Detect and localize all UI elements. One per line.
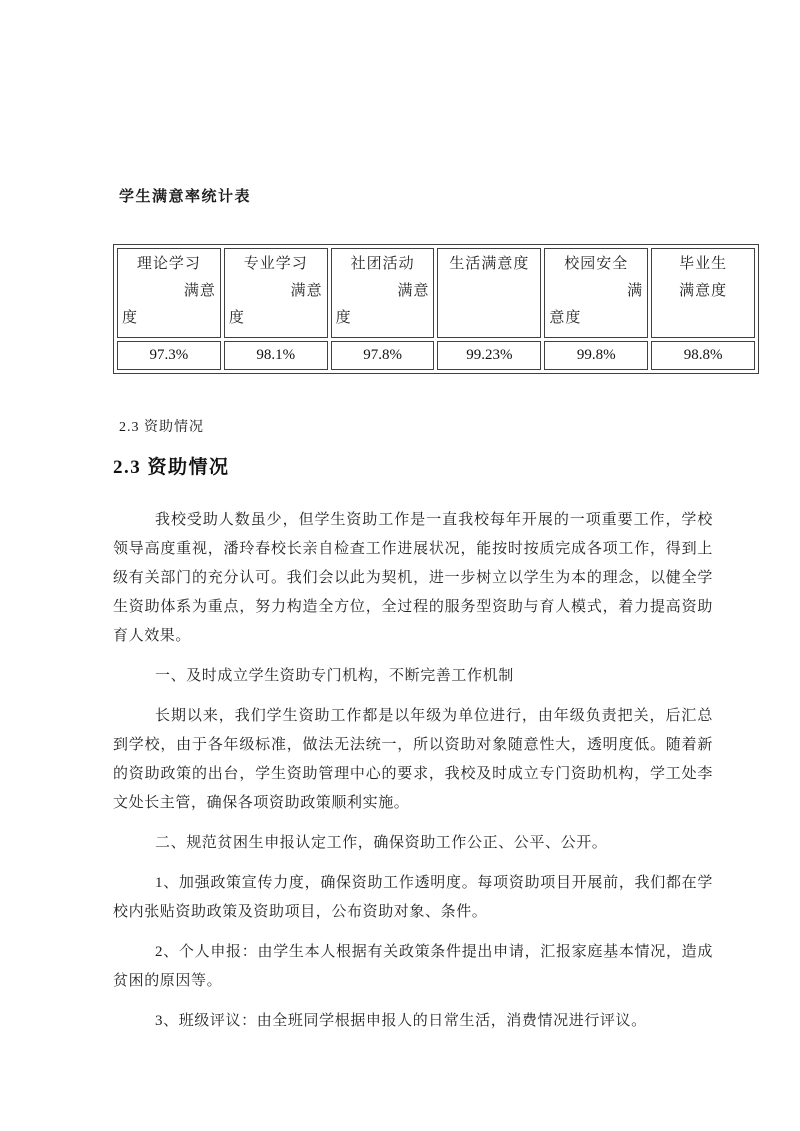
header-line-3: 度 (228, 310, 245, 326)
section-heading: 2.3 资助情况 (113, 457, 230, 478)
paragraph-item-2: 2、个人申报：由学生本人根据有关政策条件提出申请，汇报家庭基本情况，造成贫困的原因等。 (113, 944, 713, 989)
header-line-3: 度 (122, 310, 139, 326)
table-value-cell: 98.8% (651, 341, 755, 370)
table-value-cell: 99.23% (437, 341, 541, 370)
paragraph-point-one: 一、及时成立学生资助专门机构，不断完善工作机制 (155, 668, 514, 684)
header-line-3: 度 (335, 310, 352, 326)
header-line-1: 校园安全 (564, 256, 629, 272)
header-line-1: 理论学习 (136, 256, 201, 272)
header-line-3 (656, 305, 750, 332)
table-header-cell-life (437, 248, 541, 338)
table-header-cell-graduate (651, 248, 755, 338)
header-line-3 (442, 305, 536, 332)
table-title: 学生满意率统计表 (119, 188, 252, 205)
table-value-cell: 99.8% (544, 341, 648, 370)
table-value-cell: 97.3% (117, 341, 221, 370)
header-line-2: 满意 (397, 283, 430, 299)
paragraph-item-1: 1、加强政策宣传力度，确保资助工作透明度。每项资助项目开展前，我们都在学校内张贴资助政策及资助项目，公布资助对象、条件。 (113, 875, 713, 920)
header-line-2: 满意度 (679, 283, 728, 299)
header-line-1: 生活满意度 (449, 256, 530, 272)
header-line-2: 满 (627, 283, 644, 299)
header-line-1: 社团活动 (350, 256, 415, 272)
table-header-row (117, 248, 755, 338)
section-subheading: 2.3 资助情况 (119, 420, 204, 435)
header-line-2: 满意 (290, 283, 323, 299)
table-header-cell-theory (117, 248, 221, 338)
table-header-cell-club (331, 248, 435, 338)
header-line-2 (442, 278, 536, 305)
satisfaction-table (113, 244, 759, 374)
table-header-cell-safety (544, 248, 648, 338)
table-value-row (117, 341, 755, 370)
paragraph-intro: 我校受助人数虽少，但学生资助工作是一直我校每年开展的一项重要工作，学校领导高度重视，潘玲春校长亲自检查工作进展状况，能按时按质完成各项工作，得到上级有关部门的充分认可。我们会以此为契机，进一步树立以学生为本的理念，以健全学生资助体系为重点，努力构造全方位，全过程的服务型资助与育人模式，着力提高资助育人效果。 (113, 512, 713, 644)
table-header-cell-major (224, 248, 328, 338)
header-line-1: 毕业生 (679, 256, 728, 272)
paragraph-point-one-detail: 长期以来，我们学生资助工作都是以年级为单位进行，由年级负责把关，后汇总到学校，由于各年级标准，做法无法统一，所以资助对象随意性大，透明度低。随着新的资助政策的出台，学生资助管理中心的要求，我校及时成立专门资助机构，学工处李文处长主管，确保各项资助政策顺利实施。 (113, 708, 713, 811)
paragraph-point-two: 二、规范贫困生申报认定工作，确保资助工作公正、公平、公开。 (155, 835, 608, 851)
header-line-2: 满意 (183, 283, 216, 299)
table-value-cell: 97.8% (331, 341, 435, 370)
table-value-cell: 98.1% (224, 341, 328, 370)
paragraph-item-3: 3、班级评议：由全班同学根据申报人的日常生活，消费情况进行评议。 (155, 1013, 647, 1029)
header-line-3: 意度 (549, 310, 582, 326)
header-line-1: 专业学习 (243, 256, 308, 272)
